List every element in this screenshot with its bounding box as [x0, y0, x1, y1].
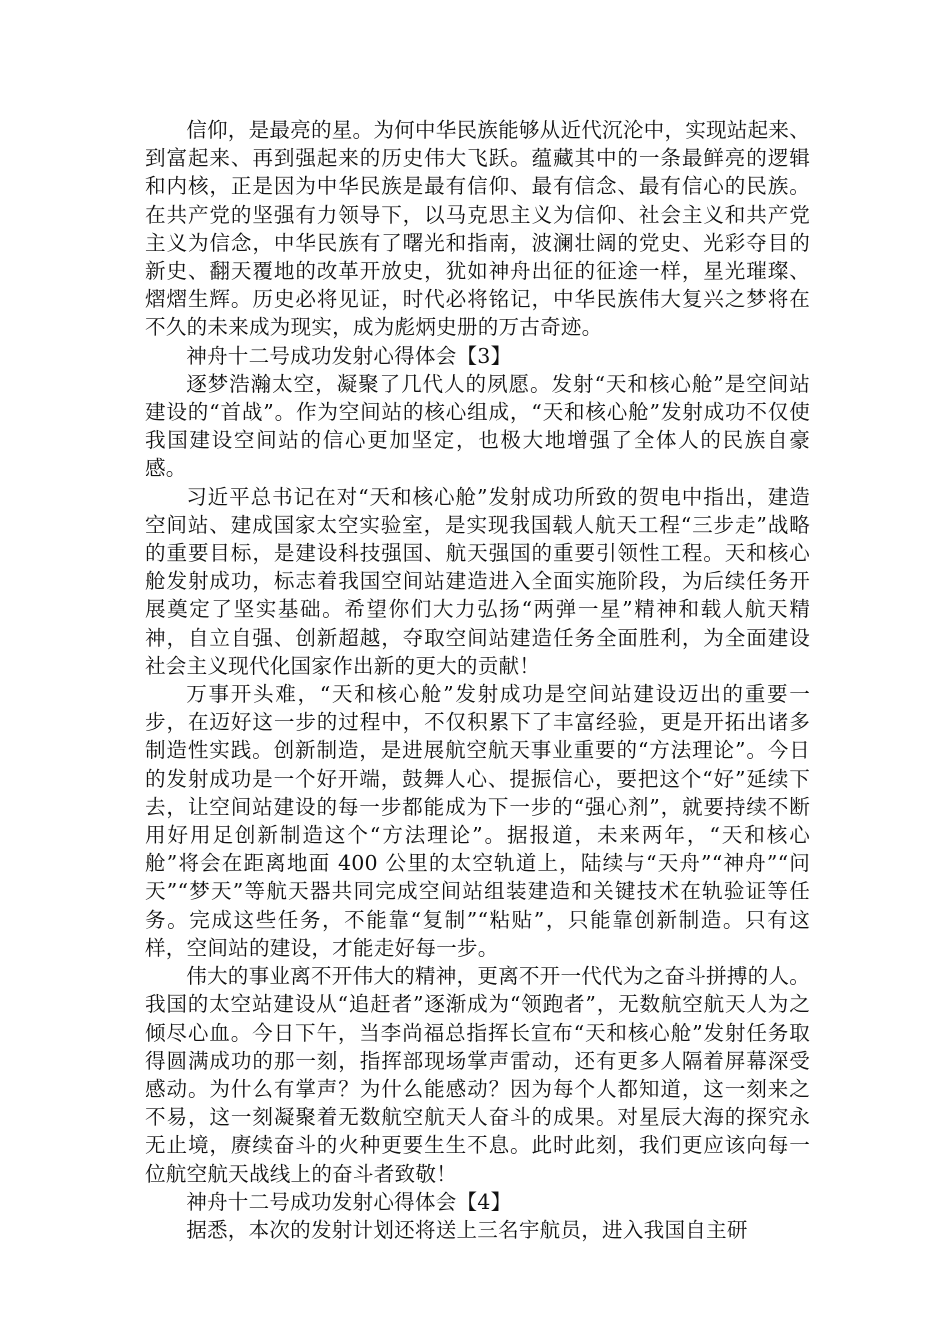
document-body [145, 116, 810, 1244]
section-heading: 神舟十二号成功发射心得体会【3】 [186, 343, 512, 368]
paragraph: 信仰，是最亮的星。为何中华民族能够从近代沉沦中，实现站起来、到富起来、再到强起来的历史伟大飞跃。蕴藏其中的一条最鲜亮的逻辑和内核，正是因为中华民族是最有信仰、最有信念、最有信心的民族。在共产党的坚强有力领导下，以马克思主义为信仰、社会主义和共产党主义为信念，中华民族有了曙光和指南，波澜壮阔的党史、光彩夺目的新史、翻天覆地的改革开放史，犹如神舟出征的征途一样，星光璀璨、熠熠生辉。历史必将见证，时代必将铭记，中华民族伟大复兴之梦将在不久的未来成为现实，成为彪炳史册的万古奇迹。 [145, 118, 810, 340]
paragraph: 据悉，本次的发射计划还将送上三名宇航员，进入我国自主研 [186, 1217, 748, 1242]
paragraph: 万事开头难，“天和核心舱”发射成功是空间站建设迈出的重要一步，在迈好这一步的过程中，不仅积累下了丰富经验，更是开拓出诸多制造性实践。创新制造，是进展航空航天事业重要的“方法理论”。今日的发射成功是一个好开端，鼓舞人心、提振信心，要把这个“好”延续下去，让空间站建设的每一步都能成为下一步的“强心剂”，就要持续不断用好用足创新制造这个“方法理论”。据报道，未来两年，“天和核心舱”将会在距离地面 400 公里的太空轨道上，陆续与“天舟”“神舟”“问天”“梦天”等航天器共同完成空间站组装建造和关键技术在轨验证等任务。完成这些任务，不能靠“复制”“粘贴”，只能靠创新制造。只有这样，空间站的建设，才能走好每一步。 [145, 682, 810, 960]
paragraph: 伟大的事业离不开伟大的精神，更离不开一代代为之奋斗拼搏的人。我国的太空站建设从“追赶者”逐渐成为“领跑者”，无数航空航天人为之倾尽心血。今日下午，当李尚福总指挥长宣布“天和核心舱”发射任务取得圆满成功的那一刻，指挥部现场掌声雷动，还有更多人隔着屏幕深受感动。为什么有掌声？为什么能感动？因为每个人都知道，这一刻来之不易，这一刻凝聚着无数航空航天人奋斗的成果。对星辰大海的探究永无止境，赓续奋斗的火种更要生生不息。此时此刻，我们更应该向每一位航空航天战线上的奋斗者致敬！ [145, 964, 810, 1186]
section-heading: 神舟十二号成功发射心得体会【4】 [186, 1189, 512, 1214]
paragraph: 习近平总书记在对“天和核心舱”发射成功所致的贺电中指出，建造空间站、建成国家太空实验室，是实现我国载人航天工程“三步走”战略的重要目标，是建设科技强国、航天强国的重要引领性工程。天和核心舱发射成功，标志着我国空间站建造进入全面实施阶段，为后续任务开展奠定了坚实基础。希望你们大力弘扬“两弹一星”精神和载人航天精神，自立自强、创新超越，夺取空间站建造任务全面胜利，为全面建设社会主义现代化国家作出新的更大的贡献！ [145, 484, 810, 678]
paragraph: 逐梦浩瀚太空，凝聚了几代人的夙愿。发射“天和核心舱”是空间站建设的“首战”。作为空间站的核心组成，“天和核心舱”发射成功不仅使我国建设空间站的信心更加坚定，也极大地增强了全体人的民族自豪感。 [145, 371, 810, 481]
